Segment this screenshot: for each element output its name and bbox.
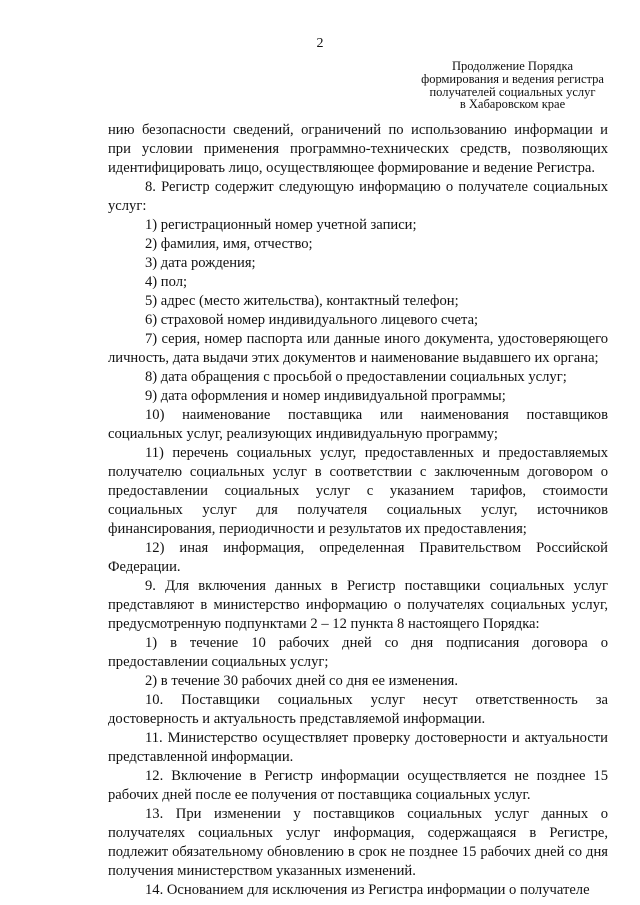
list-item: 7) серия, номер паспорта или данные иного документа, удостоверяющего личность, дата выдачи этих документов и наименование выдавшего их органа; bbox=[108, 331, 608, 366]
document-body bbox=[108, 121, 608, 900]
list-item: 12) иная информация, определенная Правительством Российской Федерации. bbox=[108, 540, 608, 575]
list-item: 5) адрес (место жительства), контактный телефон; bbox=[145, 293, 459, 309]
list-item: 2) фамилия, имя, отчество; bbox=[145, 236, 313, 252]
header-line: получателей социальных услуг bbox=[429, 84, 596, 99]
document-header bbox=[395, 60, 630, 111]
list-item: 8) дата обращения с просьбой о предоставлении социальных услуг; bbox=[145, 369, 567, 385]
list-item: 1) в течение 10 рабочих дней со дня подписания договора о предоставлении социальных услуг; bbox=[108, 635, 608, 670]
paragraph: 8. Регистр содержит следующую информацию о получателе социальных услуг: bbox=[108, 179, 608, 214]
header-line: формирования и ведения регистра bbox=[421, 71, 604, 86]
paragraph: 14. Основанием для исключения из Регистра информации о получателе bbox=[145, 882, 590, 898]
list-item: 2) в течение 30 рабочих дней со дня ее изменения. bbox=[145, 673, 458, 689]
list-item: 4) пол; bbox=[145, 274, 188, 290]
header-line: Продолжение Порядка bbox=[452, 59, 573, 73]
header-line: в Хабаровском крае bbox=[459, 97, 566, 112]
paragraph: 12. Включение в Регистр информации осуществляется не позднее 15 рабочих дней после ее получения от поставщика социальных услуг. bbox=[108, 768, 608, 803]
paragraph: нию безопасности сведений, ограничений по использованию информации и при условии применения программно-технических средств, позволяющих идентифицировать лицо, осуществляющее формирование и ведение Регистра. bbox=[108, 122, 608, 176]
paragraph: 9. Для включения данных в Регистр поставщики социальных услуг представляют в министерство информацию о получателях социальных услуг, предусмотренную подпунктами 2 – 12 пункта 8 настоящего Порядка: bbox=[108, 578, 608, 632]
list-item: 3) дата рождения; bbox=[145, 255, 256, 271]
list-item: 9) дата оформления и номер индивидуальной программы; bbox=[145, 388, 506, 404]
list-item: 1) регистрационный номер учетной записи; bbox=[145, 217, 417, 233]
list-item: 10) наименование поставщика или наименования поставщиков социальных услуг, реализующих индивидуальную программу; bbox=[108, 407, 608, 442]
list-item: 11) перечень социальных услуг, предоставленных и предоставляемых получателю социальных услуг в соответствии с заключенным договором о предоставлении социальных услуг с указанием тарифов, стоимости социальных услуг для получателя социальных услуг, источников финансирования, периодичности и результатов их предоставления; bbox=[108, 445, 608, 537]
page-number: 2 bbox=[316, 36, 324, 51]
paragraph: 10. Поставщики социальных услуг несут ответственность за достоверность и актуальность представляемой информации. bbox=[108, 692, 608, 727]
list-item: 6) страховой номер индивидуального лицевого счета; bbox=[145, 312, 479, 328]
paragraph: 13. При изменении у поставщиков социальных услуг данных о получателях социальных услуг информация, содержащаяся в Регистре, подлежит обязательному обновлению в срок не позднее 15 рабочих дней со дня получения министерством указанных изменений. bbox=[108, 806, 608, 879]
paragraph: 11. Министерство осуществляет проверку достоверности и актуальности представленной информации. bbox=[108, 730, 608, 765]
